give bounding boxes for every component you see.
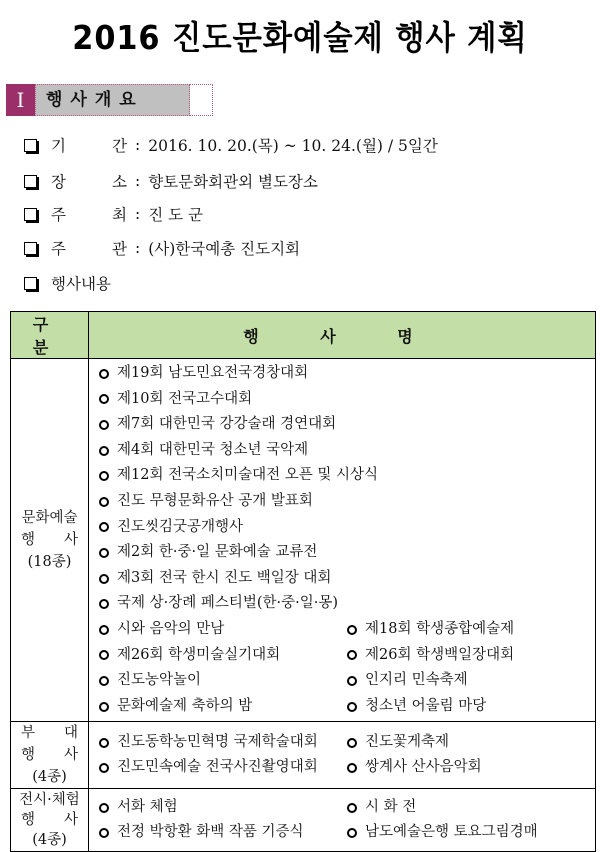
items-cell [89,789,596,852]
list-item: 제4회 대한민국 청소년 국악제 [99,438,595,464]
circle-bullet-icon [99,369,109,379]
circle-bullet-icon [99,394,109,404]
list-item: 진도농악놀이 [99,668,347,694]
info-value: 향토문화회관외 별도장소 [148,173,318,191]
checkbox-bullet-icon [24,208,37,221]
circle-bullet-icon [347,702,357,712]
list-item: 제26회 학생백일장대회 [347,643,595,669]
list-item: 제26회 학생미술실기대회 [99,643,347,669]
circle-bullet-icon [347,828,357,838]
list-item: 문화예술제 축하의 밤 [99,694,347,720]
list-item: 제19회 남도민요전국경창대회 [99,361,595,387]
list-item: 제18회 학생종합예술제 [347,617,595,643]
circle-bullet-icon [347,625,357,635]
info-value: (사)한국예총 진도지회 [148,240,301,258]
table-row [11,359,596,722]
circle-bullet-icon [99,471,109,481]
info-organizer: 주 관 : (사)한국예총 진도지회 [24,237,300,259]
list-item: 서화 체험 [99,795,347,821]
circle-bullet-icon [99,574,109,584]
circle-bullet-icon [347,676,357,686]
circle-bullet-icon [99,763,109,773]
list-item: 제12회 전국소치미술대전 오픈 및 시상식 [99,463,595,489]
circle-bullet-icon [99,650,109,660]
info-label: 행사내용 [51,275,111,293]
circle-bullet-icon [99,625,109,635]
table-header-row [11,312,596,359]
circle-bullet-icon [99,446,109,456]
list-item: 제10회 전국고수대회 [99,387,595,413]
checkbox-bullet-icon [24,139,37,152]
circle-bullet-icon [99,599,109,609]
info-host: 주 최 : 진 도 군 [24,203,203,225]
list-item: 시 화 전 [347,795,595,821]
list-item: 진도민속예술 전국사진촬영대회 [99,755,347,781]
header-event-name: 행 사 명 [89,312,596,359]
items-cell [89,359,596,722]
event-table [10,311,596,852]
category-cell: 문화예술 행 사 (18종) [11,359,89,722]
info-value: 진 도 군 [148,206,204,224]
list-item: 청소년 어울림 마당 [347,694,595,720]
circle-bullet-icon [99,420,109,430]
table-row [11,789,596,852]
category-cell: 부 대 행 사 (4종) [11,722,89,789]
list-item: 남도예술은행 토요그림경매 [347,820,595,846]
info-value: 2016. 10. 20.(목) ~ 10. 24.(월) / 5일간 [148,137,438,155]
checkbox-bullet-icon [24,242,37,255]
circle-bullet-icon [99,803,109,813]
list-item: 쌍계사 산사음악회 [347,755,595,781]
list-item: 제2회 한·중·일 문화예술 교류전 [99,540,595,566]
section-heading [6,84,213,116]
checkbox-bullet-icon [24,175,37,188]
table-row [11,722,596,789]
info-key: 주 최 [51,206,127,224]
circle-bullet-icon [99,548,109,558]
list-item: 진도동학농민혁명 국제학술대회 [99,730,347,756]
info-venue: 장 소 : 향토문화회관외 별도장소 [24,170,318,192]
section-label: 행사개요 [35,84,190,116]
checkbox-bullet-icon [24,277,37,290]
info-key: 주 관 [51,240,127,258]
category-cell: 전시·체험 행 사 (4종) [11,789,89,852]
list-item: 진도 무형문화유산 공개 발표회 [99,489,595,515]
circle-bullet-icon [347,738,357,748]
circle-bullet-icon [99,828,109,838]
list-item: 진도씻김굿공개행사 [99,515,595,541]
items-cell [89,722,596,789]
section-heading-tail [190,84,213,116]
header-category: 구 분 [11,312,89,359]
info-key: 기 간 [51,137,127,155]
list-item: 제3회 전국 한시 진도 백일장 대회 [99,566,595,592]
circle-bullet-icon [99,497,109,507]
list-item: 국제 상·장례 페스티벌(한·중·일·몽) [99,591,595,617]
circle-bullet-icon [347,763,357,773]
info-period: 기 간 : 2016. 10. 20.(목) ~ 10. 24.(월) / 5일간 [24,134,438,156]
info-key: 장 소 [51,173,127,191]
list-item: 전정 박항환 화백 작품 기증식 [99,820,347,846]
info-contents [24,272,111,294]
circle-bullet-icon [99,702,109,712]
document-title: 2016 진도문화예술제 행사 계획 [72,18,528,57]
section-number: Ⅰ [6,84,35,116]
list-item: 인지리 민속축제 [347,668,595,694]
list-item: 제7회 대한민국 강강술래 경연대회 [99,412,595,438]
list-item: 시와 음악의 만남 [99,617,347,643]
circle-bullet-icon [99,676,109,686]
circle-bullet-icon [347,650,357,660]
circle-bullet-icon [99,522,109,532]
circle-bullet-icon [347,803,357,813]
circle-bullet-icon [99,738,109,748]
list-item: 진도꽃게축제 [347,730,595,756]
